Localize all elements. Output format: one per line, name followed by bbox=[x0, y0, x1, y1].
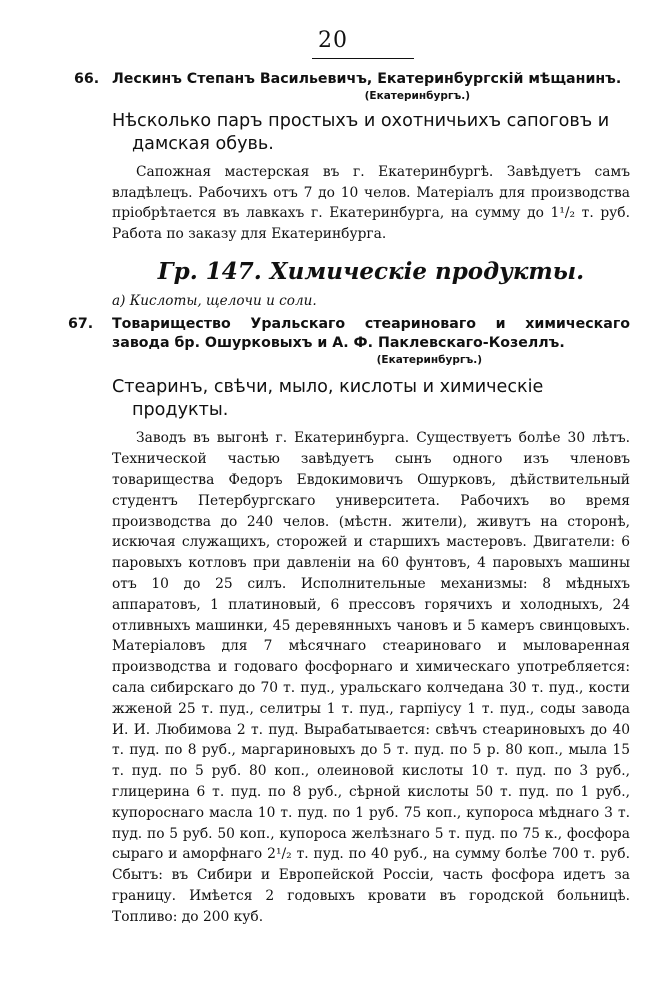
page-content bbox=[68, 70, 630, 928]
page-number: 20 bbox=[318, 28, 348, 53]
subsection-title: а) Кислоты, щелочи и соли. bbox=[112, 293, 317, 310]
entry-product: Стеаринъ, свѣчи, мыло, кислоты и химическіе продукты. bbox=[112, 377, 544, 421]
entry-city: (Екатеринбургъ.) bbox=[364, 90, 470, 102]
entry-description: Заводъ въ выгонѣ г. Екатеринбурга. Существуетъ болѣе 30 лѣтъ. Технической частью завѣдуетъ сынъ одного изъ членовъ товарищества Федоръ Евдокимовичъ Ошурковъ, дѣйствительный студентъ Петербургскаго университета. Рабочихъ во время производства до 240 челов. (мѣстн. жители), живутъ на сторонѣ, искючая служащихъ, сторожей и старшихъ мастеровъ. Двигатели: 6 паровыхъ котловъ при давленіи на 60 фунтовъ, 4 паровыхъ машины отъ 10 до 25 силъ. Исполнительные механизмы: 8 мѣдныхъ аппаратовъ, 1 платиновый, 6 прессовъ горячихъ и холодныхъ, 24 отливныхъ машинки, 45 деревянныхъ чановъ и 5 камеръ свинцовыхъ. Матеріаловъ для 7 мѣсячнаго стеариноваго и мыловаренная производства и годоваго фосфорнаго и химическаго употребляется: сала сибирскаго до 70 т. пуд., уральскаго колчедана 30 т. пуд., кости жженой 25 т. пуд., селитры 1 т. пуд., гарпiусу 1 т. пуд., соды завода И. И. Любимова 2 т. пуд. Вырабатывается: свѣчъ стеариновыхъ до 40 т. пуд. по 8 руб., маргариновыхъ до 5 т. пуд. по 5 р. 80 коп., мыла 15 т. пуд. по 5 руб. 80 коп., олеиновой кислоты 10 т. пуд. по 3 руб., глицерина 6 т. пуд. по 8 руб., сѣрной кислоты 50 т. пуд. по 1 руб., купороснаго масла 10 т. пуд. по 1 руб. 75 коп., купороса мѣднаго 3 т. пуд. по 5 руб. 50 коп., купороса желѣзнаго 5 т. пуд. по 75 к., фосфора сыраго и аморфнаго 2¹/₂ т. пуд. по 40 руб., на сумму болѣе 700 т. руб. Сбытъ: въ Сибири и Европейской Россіи, часть фосфора идетъ за границу. Имѣется 2 годовыхъ кровати въ городской больницѣ. Топливо: до 200 куб. bbox=[112, 430, 630, 925]
entry-description: Сапожная мастерская въ г. Екатеринбургѣ. Завѣдуетъ самъ владѣлецъ. Рабочихъ отъ 7 до 10 челов. Матеріалъ для производства пріобрѣтается въ лавкахъ г. Екатеринбурга, на сумму до 1¹/₂ т. руб. Работа по заказу для Екатеринбурга. bbox=[112, 164, 630, 242]
entry-number: 66. bbox=[74, 71, 100, 87]
entry-67 bbox=[68, 315, 630, 927]
entry-product: Нѣсколько паръ простыхъ и охотничьихъ сапоговъ и дамская обувь. bbox=[112, 111, 610, 154]
entry-number: 67. bbox=[68, 316, 94, 333]
entry-city: (Екатеринбургъ.) bbox=[376, 354, 482, 367]
entry-name: Лескинъ Степанъ Васильевичъ, Екатеринбургскій мѣщанинъ. bbox=[112, 71, 622, 87]
page-number-rule bbox=[312, 58, 414, 59]
entry-name: Товарищество Уральскаго стеариноваго и химическаго завода бр. Ошурковыхъ и А. Ф. Паклевскаго-Козеллъ. bbox=[112, 316, 630, 352]
entry-heading bbox=[74, 70, 630, 89]
entry-heading bbox=[68, 315, 630, 353]
entry-66 bbox=[74, 70, 630, 244]
group-title: Гр. 147. Химическіе продукты. bbox=[157, 258, 585, 286]
